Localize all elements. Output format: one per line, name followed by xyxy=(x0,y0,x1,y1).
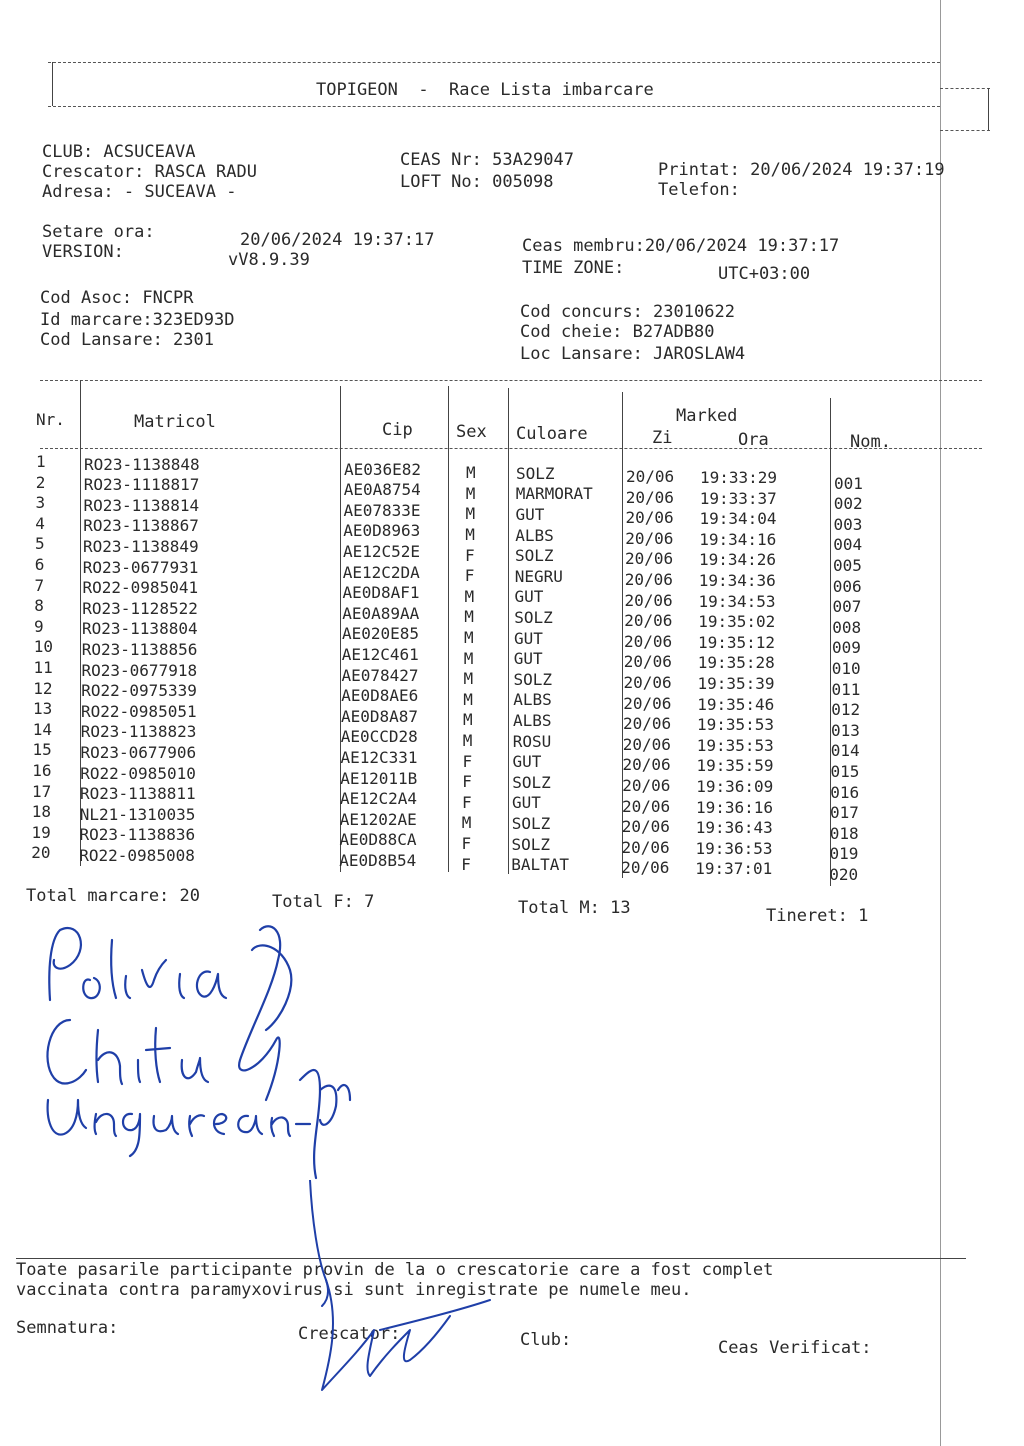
header-sex: Sex xyxy=(456,422,487,442)
cell-ora: 19:36:09 xyxy=(696,776,774,796)
title-right-rule-bottom xyxy=(940,130,990,131)
cell-nom: 004 xyxy=(833,535,863,555)
cell-matricol: RO23-1138856 xyxy=(81,639,198,659)
table-top-rule xyxy=(40,380,982,381)
cell-culoare: GUT xyxy=(513,649,543,669)
cell-nr: 5 xyxy=(35,534,45,554)
header-matricol: Matricol xyxy=(134,412,216,432)
cell-nr: 4 xyxy=(35,513,45,533)
cell-sex: M xyxy=(463,669,474,689)
cell-culoare: SOLZ xyxy=(511,834,551,854)
cell-sex: M xyxy=(462,730,473,750)
cell-ora: 19:36:16 xyxy=(696,797,774,817)
cell-culoare: ALBS xyxy=(513,690,552,710)
header-zi: Zi xyxy=(652,428,673,448)
cell-culoare: ALBS xyxy=(513,710,552,730)
cell-culoare: GUT xyxy=(514,628,543,648)
club-signature-label: Club: xyxy=(520,1330,572,1350)
cell-matricol: RO23-1118817 xyxy=(83,475,200,495)
time-zone-value: UTC+03:00 xyxy=(718,264,811,284)
header-cip: Cip xyxy=(382,420,413,440)
cell-nom: 009 xyxy=(832,638,861,658)
cell-nr: 16 xyxy=(32,761,52,780)
cell-sex: F xyxy=(462,792,472,812)
cell-sex: F xyxy=(461,833,472,853)
cell-sex: F xyxy=(462,772,472,792)
cell-nr: 13 xyxy=(33,699,53,719)
cell-matricol: RO23-0677918 xyxy=(81,660,198,680)
cell-nom: 001 xyxy=(834,473,863,493)
cell-zi: 20/06 xyxy=(623,673,672,693)
cell-sex: M xyxy=(465,483,476,503)
cell-nom: 018 xyxy=(829,823,859,843)
cell-zi: 20/06 xyxy=(626,467,675,487)
cell-zi: 20/06 xyxy=(625,549,674,569)
col-divider-sex xyxy=(508,388,509,874)
header-marked: Marked xyxy=(676,406,738,426)
cell-ora: 19:34:53 xyxy=(698,591,776,611)
cell-sex: M xyxy=(465,524,475,544)
cell-sex: M xyxy=(461,813,472,833)
cell-sex: M xyxy=(464,586,475,606)
col-divider-cip xyxy=(448,386,449,872)
club-line: CLUB: ACSUCEAVA xyxy=(42,142,196,162)
cell-cip: AE0A89AA xyxy=(342,603,420,623)
cell-nom: 010 xyxy=(831,658,861,678)
scan-edge-line xyxy=(940,0,941,1446)
title-top-rule xyxy=(48,62,940,63)
cell-zi: 20/06 xyxy=(623,714,672,734)
cell-nr: 7 xyxy=(34,575,45,595)
cell-sex: M xyxy=(464,607,474,627)
total-marcare: Total marcare: 20 xyxy=(26,886,200,906)
cell-zi: 20/06 xyxy=(625,528,674,548)
cell-cip: AE12C461 xyxy=(341,645,419,665)
adresa-line: Adresa: - SUCEAVA - xyxy=(42,182,237,202)
cell-zi: 20/06 xyxy=(621,837,670,857)
cell-zi: 20/06 xyxy=(624,611,673,631)
cell-zi: 20/06 xyxy=(622,734,671,754)
header-nom: Nom. xyxy=(850,432,891,452)
cell-nom: 020 xyxy=(829,864,859,884)
cell-culoare: SOLZ xyxy=(511,813,551,833)
cell-culoare: GUT xyxy=(512,793,541,813)
cell-ora: 19:35:46 xyxy=(697,694,775,714)
cell-matricol: RO22-0985051 xyxy=(81,701,197,721)
cod-concurs: Cod concurs: 23010622 xyxy=(520,302,735,322)
setare-ora-label: Setare ora: xyxy=(42,222,155,242)
loft-no: LOFT No: 005098 xyxy=(400,172,554,192)
cell-ora: 19:35:53 xyxy=(696,735,774,755)
cell-nr: 18 xyxy=(31,802,52,822)
version-label: VERSION: xyxy=(42,242,124,262)
cell-ora: 19:35:39 xyxy=(697,673,775,693)
cell-culoare: GUT xyxy=(512,752,542,772)
cell-culoare: SOLZ xyxy=(516,463,555,483)
cell-matricol: RO22-0985010 xyxy=(80,763,196,783)
cell-matricol: RO23-0677906 xyxy=(80,742,197,762)
cell-zi: 20/06 xyxy=(623,652,672,672)
cell-culoare: SOLZ xyxy=(513,669,553,689)
cell-sex: F xyxy=(465,545,475,565)
cell-sex: M xyxy=(466,463,476,483)
cell-matricol: RO23-1138849 xyxy=(83,536,199,556)
cell-ora: 19:35:02 xyxy=(698,612,776,632)
cod-asoc: Cod Asoc: FNCPR xyxy=(40,288,194,308)
cell-nr: 19 xyxy=(31,822,51,842)
cell-cip: AE0D8AF1 xyxy=(342,583,420,603)
cell-sex: M xyxy=(463,648,474,668)
cell-ora: 19:34:36 xyxy=(698,570,776,590)
table-header-rule xyxy=(40,448,982,449)
cell-culoare: SOLZ xyxy=(514,607,553,627)
cell-zi: 20/06 xyxy=(621,817,670,837)
cell-culoare: GUT xyxy=(515,504,545,524)
cell-nr: 8 xyxy=(34,596,44,616)
cell-cip: AE036E82 xyxy=(344,459,422,479)
cell-cip: AE12C2A4 xyxy=(340,789,418,809)
cell-sex: M xyxy=(465,504,476,524)
cell-matricol: RO22-0975339 xyxy=(81,681,197,701)
title-bottom-rule xyxy=(48,106,940,107)
cell-matricol: RO23-0677931 xyxy=(82,557,199,577)
cell-ora: 19:35:53 xyxy=(697,715,775,735)
cell-culoare: MARMORAT xyxy=(515,484,593,504)
cell-nr: 2 xyxy=(35,472,46,492)
title-right-edge xyxy=(988,88,989,130)
cell-cip: AE0A8754 xyxy=(343,480,421,500)
cell-sex: M xyxy=(464,627,474,647)
cod-lansare: Cod Lansare: 2301 xyxy=(40,330,214,350)
title-left-edge xyxy=(52,62,53,106)
ceas-membru: Ceas membru:20/06/2024 19:37:17 xyxy=(522,236,840,256)
cell-culoare: SOLZ xyxy=(512,772,551,792)
cell-nr: 3 xyxy=(35,493,46,513)
ceas-verificat-label: Ceas Verificat: xyxy=(718,1338,872,1358)
ceas-nr: CEAS Nr: 53A29047 xyxy=(400,150,574,170)
cell-zi: 20/06 xyxy=(625,508,674,528)
cell-nom: 013 xyxy=(831,720,860,740)
cell-sex: M xyxy=(463,710,473,730)
cell-nom: 016 xyxy=(830,782,860,802)
cell-nr: 14 xyxy=(32,719,53,739)
cell-matricol: RO23-1138823 xyxy=(80,722,197,742)
cell-ora: 19:37:01 xyxy=(695,859,773,879)
time-zone-label: TIME ZONE: xyxy=(522,258,625,278)
cell-cip: AE12C52E xyxy=(343,542,421,562)
cell-nr: 6 xyxy=(34,555,45,574)
cell-ora: 19:36:43 xyxy=(695,818,773,838)
cell-cip: AE020E85 xyxy=(342,624,420,644)
cell-nom: 015 xyxy=(830,761,860,781)
page-title: TOPIGEON - Race Lista imbarcare xyxy=(316,80,654,100)
cell-nr: 17 xyxy=(32,781,52,801)
cell-zi: 20/06 xyxy=(622,755,671,775)
cell-cip: AE0D88CA xyxy=(339,830,417,850)
cell-nom: 007 xyxy=(832,597,862,617)
cell-cip: AE078427 xyxy=(341,665,419,685)
cell-matricol: RO23-1138814 xyxy=(83,495,200,515)
cell-zi: 20/06 xyxy=(624,590,673,610)
cell-matricol: RO23-1128522 xyxy=(82,598,198,618)
cell-zi: 20/06 xyxy=(624,570,673,590)
declaration-line-2: vaccinata contra paramyxovirus si sunt inregistrate pe numele meu. xyxy=(16,1280,692,1300)
cell-zi: 20/06 xyxy=(625,487,674,507)
cell-ora: 19:34:26 xyxy=(699,550,777,570)
total-f: Total F: 7 xyxy=(272,892,375,912)
cell-cip: AE12C2DA xyxy=(342,562,420,582)
header-nr: Nr. xyxy=(36,410,65,429)
loc-lansare: Loc Lansare: JAROSLAW4 xyxy=(520,344,746,364)
tineret: Tineret: 1 xyxy=(766,906,869,926)
id-marcare: Id marcare:323ED93D xyxy=(40,310,235,330)
cell-nr: 1 xyxy=(36,452,46,471)
cell-nom: 005 xyxy=(833,555,862,575)
cell-sex: F xyxy=(464,566,475,586)
cell-nr: 15 xyxy=(32,740,52,760)
cell-ora: 19:35:59 xyxy=(696,756,774,776)
declaration-line-1: Toate pasarile participante provin de la o crescatorie care a fost complet xyxy=(16,1260,774,1280)
cell-cip: AE0D8A87 xyxy=(341,706,419,726)
cell-matricol: RO22-0985008 xyxy=(79,845,195,865)
cell-sex: F xyxy=(461,854,471,874)
cell-nom: 002 xyxy=(833,494,863,514)
cell-nom: 008 xyxy=(832,617,862,637)
crescator-line: Crescator: RASCA RADU xyxy=(42,162,257,182)
cell-nom: 003 xyxy=(833,514,863,534)
cell-cip: AE07833E xyxy=(343,500,421,520)
cell-nr: 11 xyxy=(33,658,53,677)
cell-zi: 20/06 xyxy=(623,693,672,713)
cell-sex: M xyxy=(463,689,473,709)
cod-cheie: Cod cheie: B27ADB80 xyxy=(520,322,715,342)
cell-zi: 20/06 xyxy=(621,858,670,878)
cell-nom: 006 xyxy=(832,576,862,596)
handwritten-notes xyxy=(20,910,400,1180)
cell-ora: 19:35:12 xyxy=(698,632,776,652)
cell-nr: 12 xyxy=(33,678,53,698)
cell-matricol: NL21-1310035 xyxy=(79,804,196,824)
header-ora: Ora xyxy=(738,430,769,450)
cell-nom: 014 xyxy=(830,741,860,761)
cell-cip: AE0CCD28 xyxy=(340,727,418,747)
printat: Printat: 20/06/2024 19:37:19 xyxy=(658,160,945,180)
cell-zi: 20/06 xyxy=(624,631,673,651)
cell-cip: AE12011B xyxy=(340,768,418,788)
total-m: Total M: 13 xyxy=(518,898,631,918)
cell-nom: 011 xyxy=(831,679,861,699)
telefon: Telefon: xyxy=(658,180,740,200)
crescator-signature-label: Crescator: xyxy=(298,1324,401,1344)
cell-cip: AE1202AE xyxy=(339,809,417,829)
cell-culoare: SOLZ xyxy=(515,546,554,566)
cell-culoare: ROSU xyxy=(512,731,552,751)
cell-matricol: RO22-0985041 xyxy=(82,578,199,598)
cell-culoare: NEGRU xyxy=(514,566,563,586)
cell-cip: AE0D8963 xyxy=(343,521,421,541)
title-right-rule-top xyxy=(940,88,990,89)
semnatura-label: Semnatura: xyxy=(16,1318,119,1338)
cell-matricol: RO23-1138804 xyxy=(82,619,198,639)
cell-ora: 19:35:28 xyxy=(697,653,775,673)
cell-nom: 019 xyxy=(829,844,859,864)
cell-ora: 19:34:16 xyxy=(699,529,777,549)
cell-cip: AE12C331 xyxy=(340,748,418,768)
cell-nom: 017 xyxy=(830,803,859,823)
cell-nr: 10 xyxy=(33,637,54,657)
cell-ora: 19:34:04 xyxy=(699,509,777,529)
cell-matricol: RO23-1138811 xyxy=(80,784,196,804)
cell-cip: AE0D8B54 xyxy=(339,851,417,871)
header-culoare: Culoare xyxy=(516,424,588,444)
cell-nom: 012 xyxy=(831,700,861,720)
cell-zi: 20/06 xyxy=(622,796,671,816)
cell-ora: 19:36:53 xyxy=(695,838,773,858)
cell-nr: 9 xyxy=(34,616,44,636)
cell-culoare: ALBS xyxy=(515,525,554,545)
cell-matricol: RO23-1138836 xyxy=(79,825,196,845)
cell-nr: 20 xyxy=(31,843,51,863)
cell-ora: 19:33:29 xyxy=(700,467,778,487)
crescator-signature xyxy=(300,1180,500,1400)
cell-culoare: BALTAT xyxy=(511,855,570,875)
cell-zi: 20/06 xyxy=(622,776,671,796)
setare-ora-value: 20/06/2024 19:37:17 xyxy=(240,230,435,250)
cell-sex: F xyxy=(462,751,473,771)
version-value: vV8.9.39 xyxy=(228,250,310,270)
cell-ora: 19:33:37 xyxy=(699,488,777,508)
cell-cip: AE0D8AE6 xyxy=(341,686,419,706)
cell-matricol: RO23-1138848 xyxy=(84,454,200,474)
cell-matricol: RO23-1138867 xyxy=(83,516,199,536)
cell-culoare: GUT xyxy=(514,587,544,607)
